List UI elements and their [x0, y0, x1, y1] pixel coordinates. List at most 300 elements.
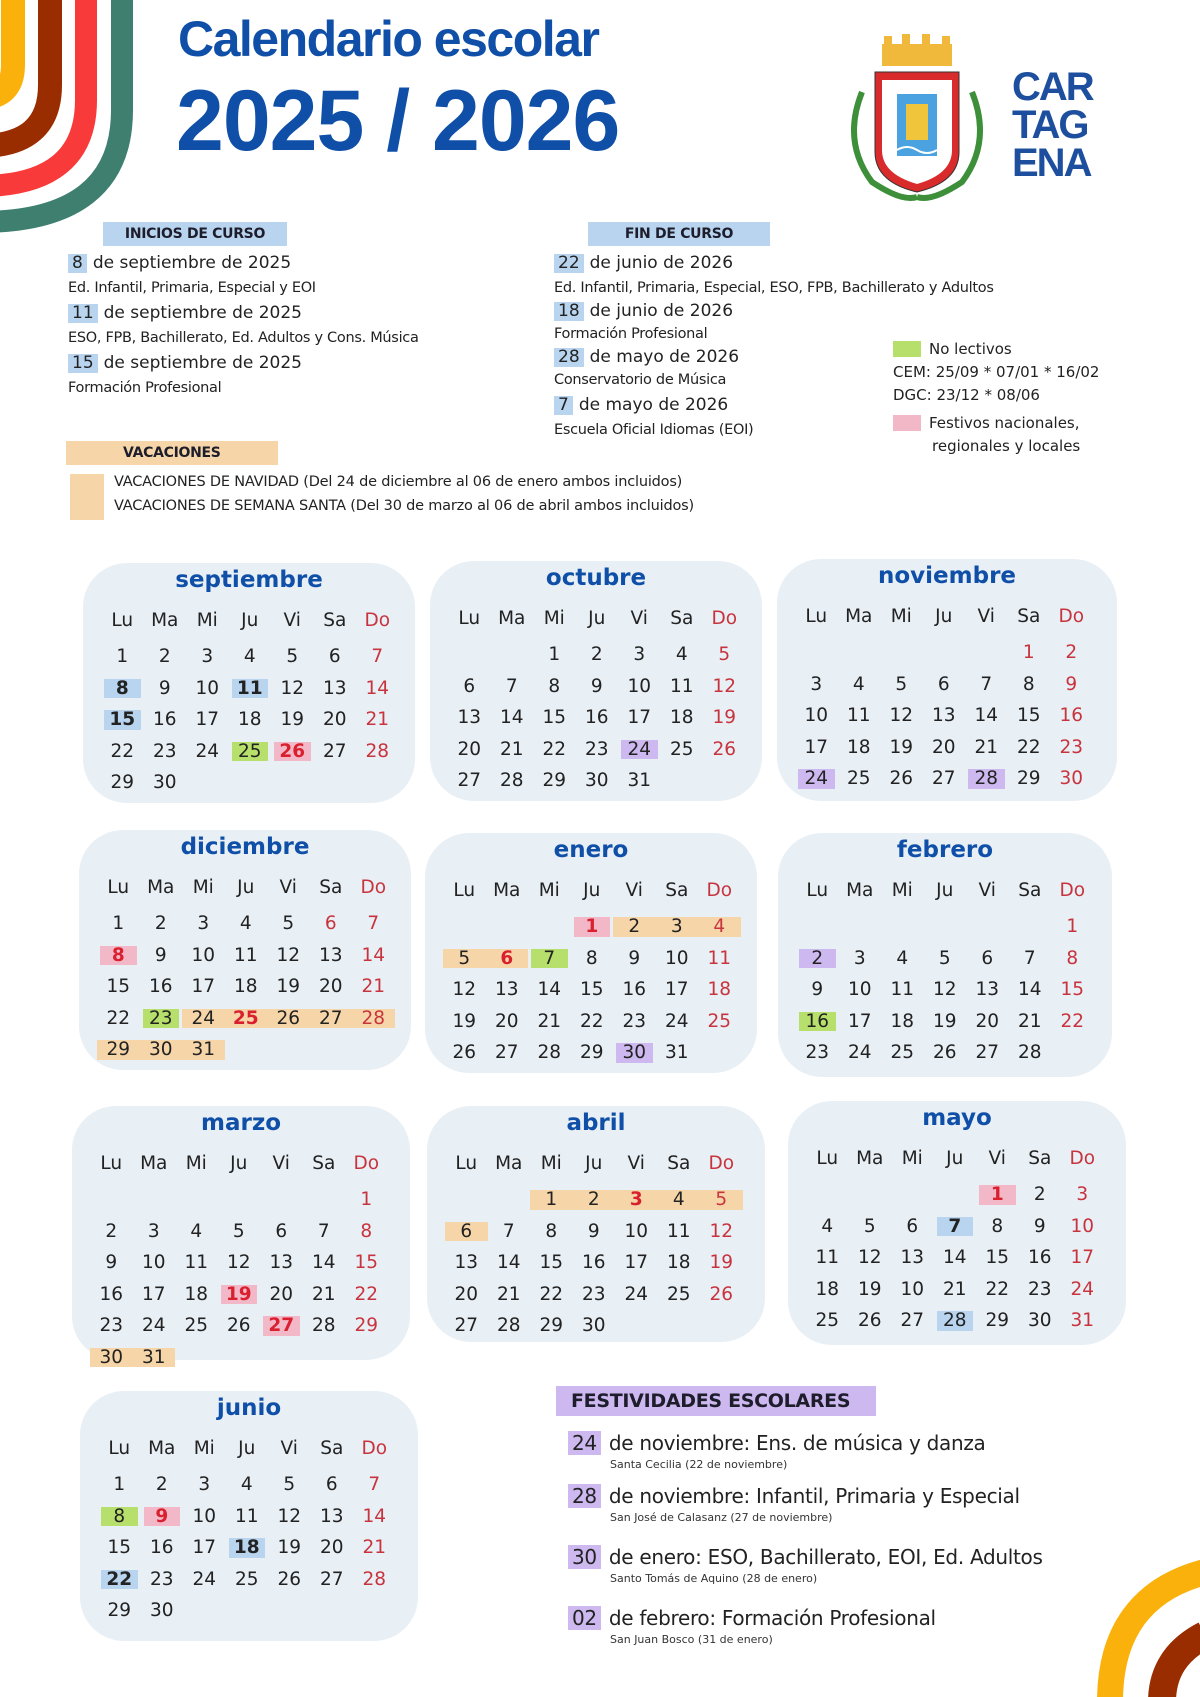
month-grid [806, 1141, 1104, 1337]
day-cell: 26 [452, 1042, 477, 1064]
weekday-header: Vi [272, 1152, 290, 1174]
day-cell: 7 [528, 943, 571, 975]
day-cell: 19 [276, 976, 301, 998]
day-cell: 13 [931, 705, 956, 727]
start-desc: Ed. Infantil, Primaria, Especial y EOI [68, 279, 316, 296]
day-cell: 5 [895, 673, 908, 695]
day-cell: 29 [107, 1600, 132, 1622]
day-cell: 29 [542, 770, 567, 792]
empty-cell [90, 1184, 133, 1216]
legend-festivos: Festivos nacionales, [929, 413, 1080, 432]
day-cell: 7 [980, 673, 993, 695]
day-cell: 16 [148, 976, 173, 998]
day-cell: 10 [195, 677, 220, 699]
day-cell: 19 [932, 1010, 957, 1032]
day-cell: 28 [496, 1315, 521, 1337]
day-cell: 14 [365, 677, 390, 699]
day-cell: 12 [932, 979, 957, 1001]
day-cell: 15 [106, 976, 131, 998]
end-day: 28 [554, 348, 584, 367]
end-day: 22 [554, 254, 584, 273]
day-cell: 12 [280, 677, 305, 699]
weekday-header: Sa [1017, 605, 1041, 627]
svg-text:ENA: ENA [1012, 141, 1091, 178]
festivo-swatch [893, 415, 921, 431]
day-cell: 12 [277, 1505, 302, 1527]
month-grid [101, 603, 399, 799]
day-cell: 16 [149, 1537, 174, 1559]
weekday-header: Ju [588, 607, 606, 629]
day-cell: 6 [275, 1220, 288, 1242]
day-cell: 3 [201, 646, 214, 668]
festividad-day: 30 [568, 1545, 601, 1569]
day-cell: 21 [362, 1537, 387, 1559]
weekday-header: Lu [100, 1152, 123, 1174]
day-cell: 29 [539, 1315, 564, 1337]
day-cell: 18 [890, 1010, 915, 1032]
day-cell: 27 [319, 1568, 344, 1590]
day-cell: 9 [1065, 673, 1078, 695]
day-cell: 13 [319, 1505, 344, 1527]
day-cell: 28 [311, 1315, 336, 1337]
weekday-header: Ma [495, 1152, 523, 1174]
month-name: febrero [896, 837, 994, 863]
month-name: junio [216, 1395, 282, 1421]
day-cell: 4 [675, 644, 688, 666]
day-cell: 26 [226, 1315, 251, 1337]
day-cell: 6 [906, 1215, 919, 1237]
cartagena-crest-icon [842, 32, 992, 202]
cartagena-logo [1012, 66, 1136, 178]
weekday-header: Do [711, 607, 738, 629]
month-febrero [778, 833, 1112, 1077]
festividad-day: 28 [568, 1484, 601, 1508]
day-cell: 19 [280, 709, 305, 731]
day-cell: 31 [664, 1042, 689, 1064]
weekday-header: Mi [192, 876, 214, 898]
day-cell: 3 [656, 911, 699, 943]
start-date: de septiembre de 2025 [92, 252, 292, 273]
weekday-header: Mi [196, 609, 218, 631]
day-cell: 28 [362, 1568, 387, 1590]
day-cell: 10 [804, 705, 829, 727]
day-cell: 14 [537, 979, 562, 1001]
weekday-header: Vi [625, 879, 643, 901]
day-cell: 11 [233, 944, 258, 966]
day-cell: 5 [232, 1220, 245, 1242]
day-cell: 28 [352, 1003, 395, 1035]
day-cell: 19 [277, 1537, 302, 1559]
day-cell: 21 [499, 738, 524, 760]
svg-text:CAR: CAR [1012, 66, 1093, 109]
day-cell: 3 [853, 947, 866, 969]
day-cell: 26 [857, 1310, 882, 1332]
empty-cell [849, 1179, 892, 1211]
day-cell: 17 [664, 979, 689, 1001]
day-cell: 27 [322, 740, 347, 762]
day-cell: 15 [579, 979, 604, 1001]
day-cell: 1 [112, 913, 125, 935]
day-cell: 5 [283, 1474, 296, 1496]
no-lectivo-swatch [893, 341, 921, 357]
day-cell: 23 [1059, 736, 1084, 758]
month-grid [445, 1146, 743, 1342]
day-cell: 20 [322, 709, 347, 731]
month-septiembre [83, 563, 415, 803]
day-cell: 5 [443, 943, 486, 975]
day-cell: 27 [260, 1310, 303, 1342]
day-cell: 9 [105, 1252, 118, 1274]
day-cell: 10 [627, 675, 652, 697]
day-cell: 28 [537, 1042, 562, 1064]
day-cell: 18 [184, 1283, 209, 1305]
day-cell: 20 [931, 736, 956, 758]
start-date: de septiembre de 2025 [103, 302, 302, 323]
day-cell: 4 [821, 1215, 834, 1237]
day-cell: 4 [239, 913, 252, 935]
day-cell: 1 [116, 646, 129, 668]
weekday-header: Lu [458, 607, 481, 629]
day-cell: 13 [900, 1247, 925, 1269]
weekday-header: Ju [583, 879, 601, 901]
day-cell: 10 [664, 947, 689, 969]
festividad-sub: Santa Cecilia (22 de noviembre) [610, 1458, 788, 1471]
vacaciones-navidad: VACACIONES DE NAVIDAD (Del 24 de diciembre al 06 de enero ambos incluidos) [114, 474, 683, 490]
vacaciones-list [70, 470, 694, 518]
legend-festivos-2: regionales y locales [932, 436, 1081, 455]
day-cell: 21 [311, 1283, 336, 1305]
day-cell: 8 [101, 673, 144, 705]
rainbow-stripes-decoration [0, 0, 140, 235]
day-cell: 5 [700, 1184, 743, 1216]
weekday-header: Lu [805, 605, 828, 627]
day-cell: 15 [1060, 979, 1085, 1001]
day-cell: 5 [938, 947, 951, 969]
day-cell: 3 [198, 1474, 211, 1496]
day-cell: 22 [106, 1007, 131, 1029]
festividad-sub: San José de Calasanz (27 de noviembre) [610, 1511, 833, 1524]
day-cell: 6 [328, 646, 341, 668]
weekday-header: Ma [498, 607, 526, 629]
day-cell: 16 [581, 1252, 606, 1274]
day-cell: 11 [815, 1247, 840, 1269]
day-cell: 1 [548, 644, 561, 666]
day-cell: 3 [615, 1184, 658, 1216]
day-cell: 13 [457, 707, 482, 729]
weekday-header: Vi [283, 609, 301, 631]
weekday-header: Mi [185, 1152, 207, 1174]
festividad-item [568, 1603, 1043, 1646]
day-cell: 27 [494, 1042, 519, 1064]
day-cell: 1 [571, 911, 614, 943]
day-cell: 11 [707, 947, 732, 969]
day-cell: 10 [191, 944, 216, 966]
empty-cell [445, 1184, 488, 1216]
weekday-header: Do [360, 876, 387, 898]
day-cell: 10 [141, 1252, 166, 1274]
empty-cell [1009, 911, 1052, 943]
day-cell: 23 [805, 1042, 830, 1064]
day-cell: 5 [718, 644, 731, 666]
day-cell: 2 [613, 911, 656, 943]
weekday-header: Vi [988, 1147, 1006, 1169]
day-cell: 15 [539, 1252, 564, 1274]
day-cell: 23 [149, 1568, 174, 1590]
day-cell: 10 [192, 1505, 217, 1527]
weekday-header: Lu [816, 1147, 839, 1169]
day-cell: 13 [269, 1252, 294, 1274]
day-cell: 22 [98, 1564, 141, 1596]
empty-cell [443, 911, 486, 943]
empty-cell [260, 1184, 303, 1216]
day-cell: 3 [197, 913, 210, 935]
weekday-header: Sa [1028, 1147, 1052, 1169]
month-enero [425, 833, 757, 1073]
day-cell: 7 [505, 675, 518, 697]
month-name: septiembre [175, 567, 323, 593]
day-cell: 24 [1070, 1278, 1095, 1300]
festividades-list [568, 1418, 1043, 1646]
empty-cell [486, 911, 529, 943]
day-cell: 29 [985, 1310, 1010, 1332]
day-cell: 25 [184, 1315, 209, 1337]
month-abril [427, 1106, 765, 1342]
day-cell: 4 [190, 1220, 203, 1242]
day-cell: 9 [1033, 1215, 1046, 1237]
empty-cell [448, 639, 491, 671]
weekday-header: Do [1058, 605, 1085, 627]
day-cell: 29 [579, 1042, 604, 1064]
end-date: de junio de 2026 [589, 300, 734, 321]
day-cell: 22 [579, 1010, 604, 1032]
day-cell: 18 [815, 1278, 840, 1300]
day-cell: 26 [277, 1568, 302, 1590]
day-cell: 2 [590, 644, 603, 666]
day-cell: 25 [234, 1568, 259, 1590]
month-grid [796, 873, 1094, 1069]
day-cell: 29 [97, 1034, 140, 1066]
day-cell: 8 [991, 1215, 1004, 1237]
weekday-header: Ju [946, 1147, 964, 1169]
day-cell: 20 [319, 1537, 344, 1559]
day-cell: 7 [367, 913, 380, 935]
day-cell: 31 [133, 1342, 176, 1374]
school-year: 2025 / 2026 [176, 73, 620, 169]
day-cell: 3 [633, 644, 646, 666]
day-cell: 21 [537, 1010, 562, 1032]
start-date: de septiembre de 2025 [103, 352, 302, 373]
legend-cem: CEM: 25/09 * 07/01 * 16/02 [893, 362, 1100, 381]
weekday-header: Ju [585, 1152, 603, 1174]
day-cell: 5 [286, 646, 299, 668]
day-cell: 3 [1076, 1184, 1089, 1206]
day-cell: 16 [152, 709, 177, 731]
day-cell: 23 [99, 1315, 124, 1337]
day-cell: 13 [494, 979, 519, 1001]
day-cell: 9 [587, 1220, 600, 1242]
month-grid [98, 1431, 396, 1627]
day-cell: 24 [192, 1568, 217, 1590]
day-cell: 1 [1066, 916, 1079, 938]
festividad-sub: San Juan Bosco (31 de enero) [610, 1633, 773, 1646]
day-cell: 7 [317, 1220, 330, 1242]
day-cell: 24 [182, 1003, 225, 1035]
day-cell: 17 [191, 976, 216, 998]
month-name: enero [553, 837, 629, 863]
day-cell: 15 [542, 707, 567, 729]
day-cell: 21 [942, 1278, 967, 1300]
weekday-header: Ma [151, 609, 179, 631]
weekday-header: Mi [538, 879, 560, 901]
festividad-day: 02 [568, 1606, 601, 1630]
festividades-tag: FESTIVIDADES ESCOLARES [556, 1386, 876, 1416]
weekday-header: Ju [241, 609, 259, 631]
month-name: noviembre [877, 563, 1017, 589]
day-cell: 1 [113, 1474, 126, 1496]
day-cell: 27 [975, 1042, 1000, 1064]
day-cell: 3 [810, 673, 823, 695]
day-cell: 12 [857, 1247, 882, 1269]
weekday-header: Do [1059, 879, 1086, 901]
day-cell: 20 [457, 738, 482, 760]
day-cell: 6 [325, 1474, 338, 1496]
day-cell: 25 [229, 736, 272, 768]
day-cell: 23 [140, 1003, 183, 1035]
legend-no-lectivos: No lectivos [929, 339, 1012, 358]
day-cell: 18 [226, 1532, 269, 1564]
weekday-header: Vi [279, 876, 297, 898]
day-cell: 11 [846, 705, 871, 727]
day-cell: 30 [1027, 1310, 1052, 1332]
start-day: 15 [68, 354, 98, 373]
day-cell: 7 [371, 646, 384, 668]
weekday-header: Do [353, 1152, 380, 1174]
weekday-header: Sa [670, 607, 694, 629]
day-cell: 17 [1070, 1247, 1095, 1269]
day-cell: 24 [618, 734, 661, 766]
day-cell: 15 [1016, 705, 1041, 727]
day-cell: 19 [709, 1252, 734, 1274]
festividad-text: de enero: ESO, Bachillerato, EOI, Ed. Adultos [608, 1545, 1043, 1569]
day-cell: 31 [1070, 1310, 1095, 1332]
weekday-header: Mi [890, 605, 912, 627]
weekday-header: Mi [891, 879, 913, 901]
day-cell: 23 [581, 1283, 606, 1305]
weekday-header: Do [364, 609, 391, 631]
day-cell: 12 [226, 1252, 251, 1274]
day-cell: 11 [669, 675, 694, 697]
day-cell: 25 [225, 1003, 268, 1035]
day-cell: 27 [454, 1315, 479, 1337]
weekday-header: Ma [845, 605, 873, 627]
day-cell: 14 [496, 1252, 521, 1274]
day-cell: 26 [709, 1283, 734, 1305]
day-cell: 25 [707, 1010, 732, 1032]
festividad-text: de noviembre: Infantil, Primaria y Especial [608, 1484, 1020, 1508]
weekday-header: Ma [493, 879, 521, 901]
weekday-header: Do [361, 1437, 388, 1459]
weekday-header: Vi [280, 1437, 298, 1459]
weekday-header: Mi [543, 607, 565, 629]
weekday-header: Ma [147, 876, 175, 898]
day-cell: 30 [1059, 768, 1084, 790]
day-cell: 14 [361, 944, 386, 966]
day-cell: 6 [937, 673, 950, 695]
weekday-header: Ju [935, 605, 953, 627]
day-cell: 4 [852, 673, 865, 695]
start-desc: Formación Profesional [68, 379, 222, 396]
month-mayo [788, 1101, 1126, 1345]
day-cell: 25 [846, 768, 871, 790]
day-cell: 1 [530, 1184, 573, 1216]
day-cell: 15 [985, 1247, 1010, 1269]
day-cell: 25 [666, 1283, 691, 1305]
weekday-header: Do [706, 879, 733, 901]
day-cell: 31 [182, 1034, 225, 1066]
empty-cell [839, 911, 882, 943]
start-day: 11 [68, 304, 98, 323]
empty-cell [891, 1179, 934, 1211]
day-cell: 2 [573, 1184, 616, 1216]
day-cell: 12 [889, 705, 914, 727]
day-cell: 14 [974, 705, 999, 727]
day-cell: 21 [974, 736, 999, 758]
month-noviembre [777, 559, 1117, 801]
day-cell: 6 [981, 947, 994, 969]
day-cell: 8 [548, 675, 561, 697]
vacaciones-swatch [70, 474, 104, 520]
end-date: de junio de 2026 [589, 252, 734, 273]
month-grid [795, 599, 1093, 795]
day-cell: 16 [796, 1006, 839, 1038]
day-cell: 1 [1022, 642, 1035, 664]
day-cell: 27 [931, 768, 956, 790]
day-cell: 23 [152, 740, 177, 762]
day-cell: 23 [584, 738, 609, 760]
page-title: Calendario escolar [178, 11, 599, 67]
day-cell: 28 [965, 763, 1008, 795]
empty-cell [881, 911, 924, 943]
day-cell: 20 [975, 1010, 1000, 1032]
weekday-header: Sa [320, 1437, 344, 1459]
day-cell: 2 [154, 913, 167, 935]
month-grid [90, 1146, 388, 1373]
weekday-header: Lu [108, 1437, 131, 1459]
day-cell: 23 [1027, 1278, 1052, 1300]
day-cell: 1 [360, 1189, 373, 1211]
empty-cell [491, 639, 534, 671]
day-cell: 17 [624, 1252, 649, 1274]
weekday-header: Lu [107, 876, 130, 898]
day-cell: 8 [97, 940, 140, 972]
weekday-header: Ma [846, 879, 874, 901]
empty-cell [795, 637, 838, 669]
day-cell: 27 [900, 1310, 925, 1332]
day-cell: 10 [900, 1278, 925, 1300]
day-cell: 23 [622, 1010, 647, 1032]
empty-cell [218, 1184, 261, 1216]
day-cell: 8 [1022, 673, 1035, 695]
day-cell: 28 [365, 740, 390, 762]
day-cell: 12 [709, 1220, 734, 1242]
empty-cell [175, 1184, 218, 1216]
month-grid [97, 870, 395, 1066]
inicios-tag: INICIOS DE CURSO [103, 222, 287, 246]
day-cell: 19 [857, 1278, 882, 1300]
weekday-header: Mi [540, 1152, 562, 1174]
month-marzo [72, 1106, 410, 1368]
festividad-text: de febrero: Formación Profesional [608, 1606, 936, 1630]
